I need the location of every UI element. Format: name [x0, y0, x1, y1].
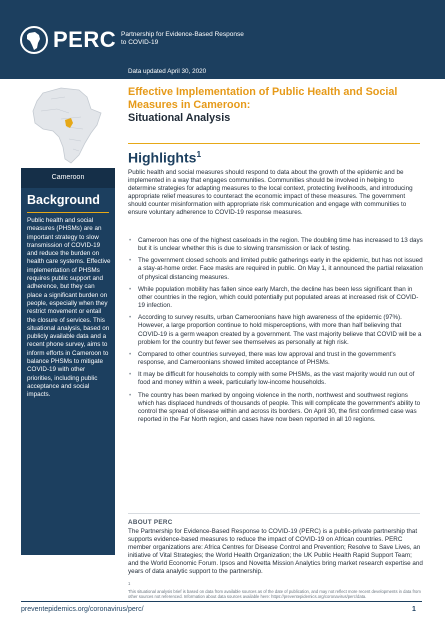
about-divider [128, 513, 420, 514]
list-item: • It may be difficult for households to comply with some PHSMs, as the vast majority would run out of food and money within a week, particularly low-income households. [128, 371, 423, 387]
country-label: Cameroon [51, 174, 85, 181]
list-item: • While population mobility has fallen since early March, the decline has been less significant than in other countries in the region, which could potentially put populated areas at increased risk of COVID-19 infection. [128, 286, 423, 310]
background-text: Public health and social measures (PHSMs) are an important strategy to slow transmission of COVID-19 and reduce the burden on health care systems. Effective implementation of PHSMs requires public support and adherence, but they can place a significant burden on people, especially when they restrict movement or entail the closure of services. This situational analysis, based on publicly available data and a recent phone survey, aims to inform efforts in Cameroon to balance PHSMs to mitigate COVID-19 with other priorities, including public acceptance and social impacts. [27, 217, 111, 399]
africa-map-icon [21, 79, 115, 168]
data-updated-date: Data updated April 30, 2020 [128, 68, 207, 75]
page-number: 1 [412, 606, 416, 613]
document-title: Effective Implementation of Public Health and Social Measures in Cameroon: [128, 86, 398, 111]
document-subtitle: Situational Analysis [128, 112, 231, 124]
background-divider [27, 212, 109, 213]
country-box [21, 168, 115, 188]
africa-locator-map [21, 79, 115, 168]
about-text: The Partnership for Evidence-Based Response to COVID-19 (PERC) is a public-private partnership that supports evidence-based measures to reduce the impact of COVID-19 on African countries. PERC member organizations are: Africa Centres for Disease Control and Prevention; Resolve to Save Lives, an initiative of Vital Strategies; the World Health Organization; the UK Public Health Rapid Support Team; and the World Economic Forum. Ipsos and Novetta Mission Analytics bring market research expertise and years of data analytic support to the partnership. [128, 528, 423, 576]
list-item: • The country has been marked by ongoing violence in the north, northwest and southwest regions which has displaced hundreds of thousands of people. This will complicate the government's ability to control the spread of disease within and across its borders. On April 30, the first confirmed case was reported in the Far North region, and cases have now been reported in all 10 regions. [128, 392, 423, 424]
tagline: Partnership for Evidence-Based Response to COVID-19 [121, 31, 244, 46]
perc-logo[interactable] [20, 26, 117, 54]
africa-globe-icon [20, 26, 48, 54]
highlights-divider [128, 143, 420, 144]
footer-divider [21, 601, 422, 602]
footnote-number: 1 [128, 581, 131, 586]
logo-wordmark: PERC [53, 27, 117, 52]
list-item: • Cameroon has one of the highest caseloads in the region. The doubling time has increased to 13 days but it is unclear whether this is due to slowing transmission or lack of testing. [128, 237, 423, 253]
background-heading: Background [27, 193, 100, 207]
highlights-heading-text: Highlights [128, 149, 197, 166]
list-item: • The government closed schools and limited public gatherings early in the epidemic, but has not issued a stay-at-home order. Face masks are required in public. On May 1, it announced the partial relaxation of physical distancing measures. [128, 257, 423, 281]
list-item: • According to survey results, urban Cameroonians have high awareness of the epidemic (97%). However, a large proportion continue to hold misperceptions, with more than half believing that COVID-19 is a germ weapon created by a government. The vast majority believe that COVID will be a problem for the country but fewer see themselves as personally at high risk. [128, 314, 423, 346]
list-item: • Compared to other countries surveyed, there was low approval and trust in the government's response, and Cameroonians showed limited acceptance of PHSMs. [128, 351, 423, 367]
footnote-ref[interactable]: 1 [196, 149, 202, 159]
header-band [0, 0, 445, 79]
about-heading: ABOUT PERC [128, 519, 173, 526]
sidebar-panel [21, 168, 115, 555]
footer-link[interactable]: preventepidemics.org/coronavirus/perc/ [21, 606, 144, 613]
highlights-intro: Public health and social measures should respond to data about the growth of the epidemic and be implemented in a way that engages communities. Communities should be involved in helping to determine strategies for adapting measures to the local context, protecting livelihoods, and introducing appropriate relief measures to counteract the economic impact of these measures. The government should counter misinformation with appropriate risk communication and engage with communities to ensure voluntary adherence to COVID-19 response measures. [128, 169, 413, 217]
footnote-text: This situational analysis brief is based on data from available sources as of the date of publication, and may not reflect more recent developments in data from other sources not referenced. Information about data sources available here: https://preventepidemics.org/coronavirus/perc/data. [128, 589, 421, 600]
highlights-heading [128, 149, 201, 166]
highlights-list [128, 237, 423, 428]
